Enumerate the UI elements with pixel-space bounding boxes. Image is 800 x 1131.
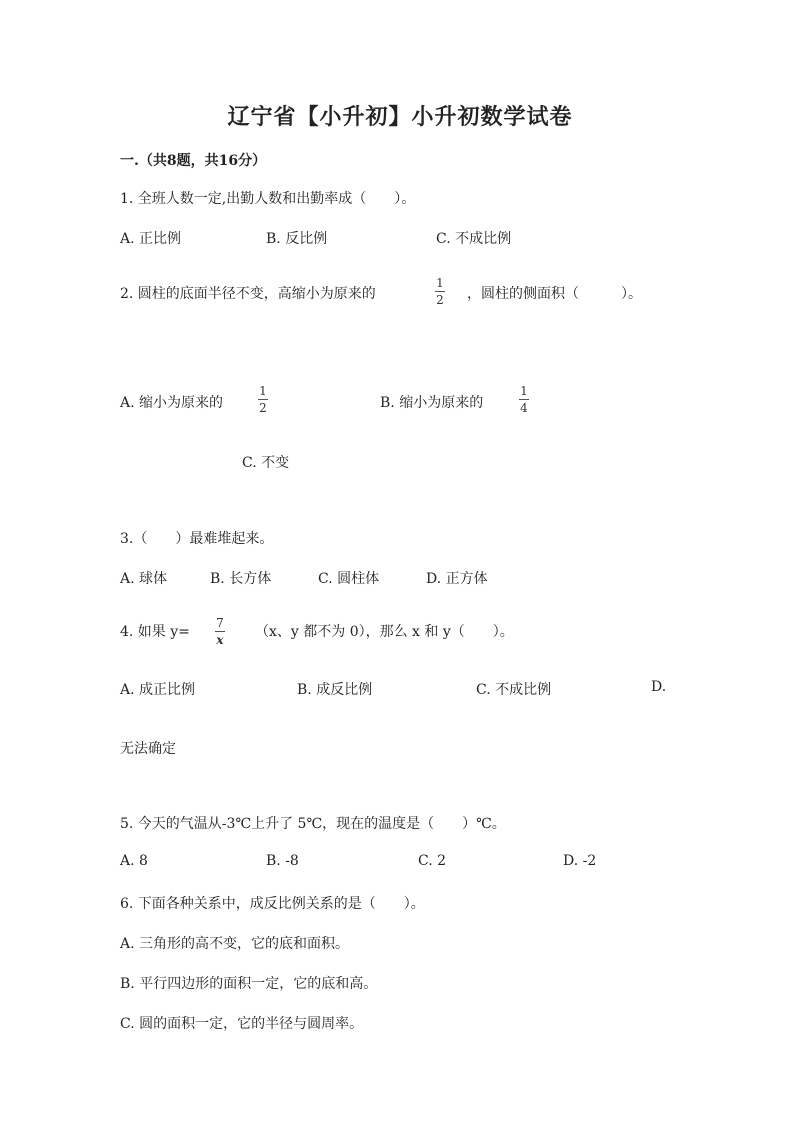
question-4-text-post: （x、y 都不为 0），那么 x 和 y（ ）。	[255, 624, 514, 640]
fraction-numerator: 1	[520, 384, 528, 398]
page-title: 辽宁省【小升初】小升初数学试卷	[227, 104, 573, 130]
fraction-numerator: 1	[436, 276, 444, 290]
question-4-fraction	[215, 616, 225, 647]
section-heading: 一.（共8题，共16分）	[120, 153, 267, 169]
question-6-option-c[interactable]: C. 圆的面积一定，它的半径与圆周率。	[120, 1016, 364, 1032]
fraction-bar	[519, 399, 529, 400]
question-2-option-c[interactable]: C. 不变	[242, 455, 290, 471]
question-5-option-b[interactable]: B. -8	[266, 853, 299, 869]
fraction-bar	[215, 631, 225, 632]
question-5-text: 5. 今天的气温从-3℃上升了 5℃，现在的温度是（ ）℃。	[120, 816, 506, 832]
fraction-numerator: 7	[216, 616, 224, 630]
question-5-option-d[interactable]: D. -2	[563, 853, 597, 869]
fraction-denominator: x	[216, 633, 224, 647]
question-3-option-a[interactable]: A. 球体	[120, 571, 168, 587]
question-2-option-b[interactable]: B. 缩小为原来的	[380, 395, 484, 411]
question-2-option-a[interactable]: A. 缩小为原来的	[120, 395, 224, 411]
question-4-option-a[interactable]: A. 成正比例	[120, 682, 196, 698]
question-6-option-a[interactable]: A. 三角形的高不变，它的底和面积。	[120, 936, 350, 952]
question-4-option-c[interactable]: C. 不成比例	[476, 682, 552, 698]
question-4-option-d-continued[interactable]: 无法确定	[120, 741, 176, 757]
question-3-option-c[interactable]: C. 圆柱体	[318, 571, 380, 587]
fraction-denominator: 2	[259, 401, 267, 415]
question-3-option-b[interactable]: B. 长方体	[210, 571, 272, 587]
question-6-option-b[interactable]: B. 平行四边形的面积一定，它的底和高。	[120, 976, 378, 992]
fraction-bar	[258, 399, 268, 400]
question-1-option-b[interactable]: B. 反比例	[266, 231, 328, 247]
fraction-bar	[435, 291, 445, 292]
question-4-option-b[interactable]: B. 成反比例	[297, 682, 373, 698]
question-5-option-c[interactable]: C. 2	[418, 853, 447, 869]
question-3-text: 3.（ ）最难堆起来。	[120, 531, 274, 547]
question-4-text-pre: 4. 如果 y=	[120, 624, 190, 640]
question-1-option-a[interactable]: A. 正比例	[120, 231, 182, 247]
question-3-option-d[interactable]: D. 正方体	[426, 571, 488, 587]
question-1-text: 1. 全班人数一定,出勤人数和出勤率成（ ）。	[120, 191, 416, 207]
question-2-text-post: ，圆柱的侧面积（ ）。	[467, 286, 642, 302]
question-1-option-c[interactable]: C. 不成比例	[436, 231, 512, 247]
question-4-option-d[interactable]: D.	[651, 679, 667, 695]
question-5-option-a[interactable]: A. 8	[120, 853, 148, 869]
question-6-text: 6. 下面各种关系中，成反比例关系的是（ ）。	[120, 896, 425, 912]
fraction-denominator: 4	[520, 401, 528, 415]
question-2-text-pre: 2. 圆柱的底面半径不变，高缩小为原来的	[120, 286, 376, 302]
question-2-fraction	[435, 276, 445, 307]
question-2-option-a-fraction	[258, 384, 268, 415]
fraction-denominator: 2	[436, 293, 444, 307]
question-2-option-b-fraction	[519, 384, 529, 415]
fraction-numerator: 1	[259, 384, 267, 398]
